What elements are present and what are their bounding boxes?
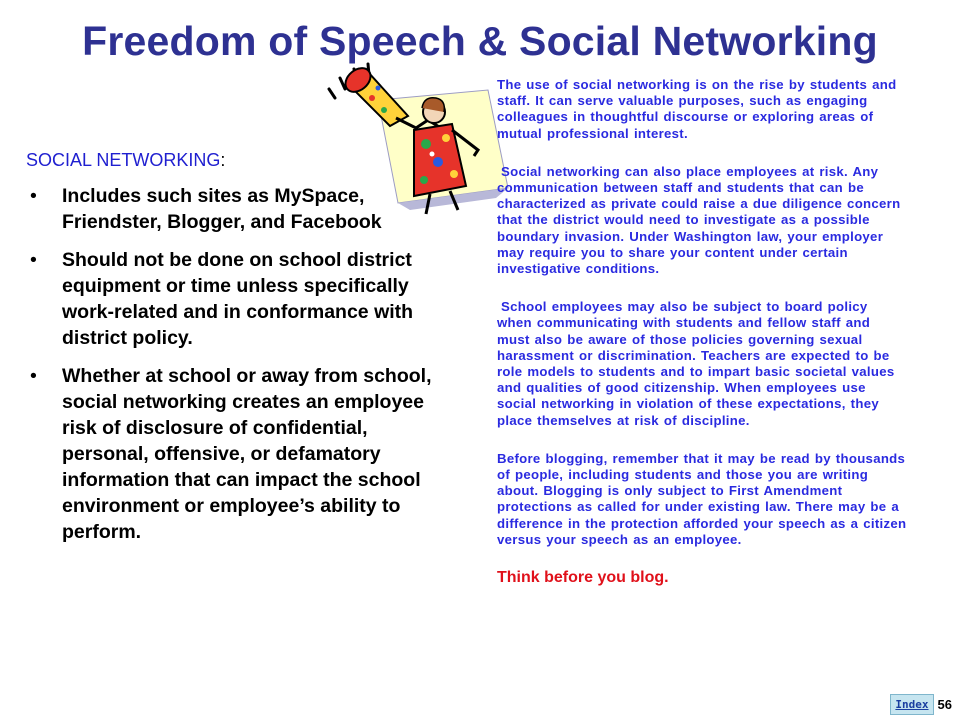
bullet-text: Includes such sites as MySpace, Friendster, Blogger, and Facebook xyxy=(62,185,382,233)
paragraph: Social networking can also place employees at risk. Any communication between staff and students that can be characterized as private could raise a due diligence concern that the district would need to investigate as a possible boundary invasion. Under Washington law, your employer may require you to share your content under certain investigative conditions. xyxy=(497,163,901,277)
paragraph: Before blogging, remember that it may be read by thousands of people, including students and those you are writing about. Blogging is only subject to First Amendment protections as called for under existing law. There may be a difference in the protection afforded your speech as a citizen versus your speech as an employee. xyxy=(497,450,907,547)
footer xyxy=(890,693,952,715)
bullet-icon: • xyxy=(30,365,37,387)
section-heading-colon: : xyxy=(220,150,226,170)
bullet-item xyxy=(26,247,436,351)
index-link[interactable]: Index xyxy=(890,694,933,715)
bullet-item xyxy=(26,363,436,545)
bullet-text: Whether at school or away from school, social networking creates an employee risk of disclosure of confidential, personal, offensive, or defamatory information that can impact the school environment or employee’s ability to perform. xyxy=(62,365,432,543)
bullet-item xyxy=(26,183,436,235)
paragraph: School employees may also be subject to board policy when communicating with students and fellow staff and must also be aware of those policies governing sexual harassment or discrimination. Teachers are expected to be role models to students and to impart basic societal values and qualities of good citizenship. When employees use social networking in violation of these expectations, they place themselves at risk of discipline. xyxy=(497,299,895,428)
bullet-text: Should not be done on school district equipment or time unless specifically work-related and in conformance with district policy. xyxy=(62,249,414,349)
right-column xyxy=(497,77,907,608)
page-title: Freedom of Speech & Social Networking xyxy=(82,18,878,64)
bullet-icon: • xyxy=(30,185,37,207)
left-column xyxy=(26,150,436,557)
paragraph: The use of social networking is on the rise by students and staff. It can serve valuable purposes, such as engaging colleagues in thoughtful discourse or exploring areas of mutual professional interest. xyxy=(497,77,897,141)
section-heading-label: SOCIAL NETWORKING xyxy=(26,150,221,170)
bullet-list xyxy=(26,183,436,545)
bullet-icon: • xyxy=(30,249,37,271)
section-heading xyxy=(26,150,436,171)
page-number: 56 xyxy=(937,696,952,712)
call-to-action: Think before you blog. xyxy=(497,569,669,587)
